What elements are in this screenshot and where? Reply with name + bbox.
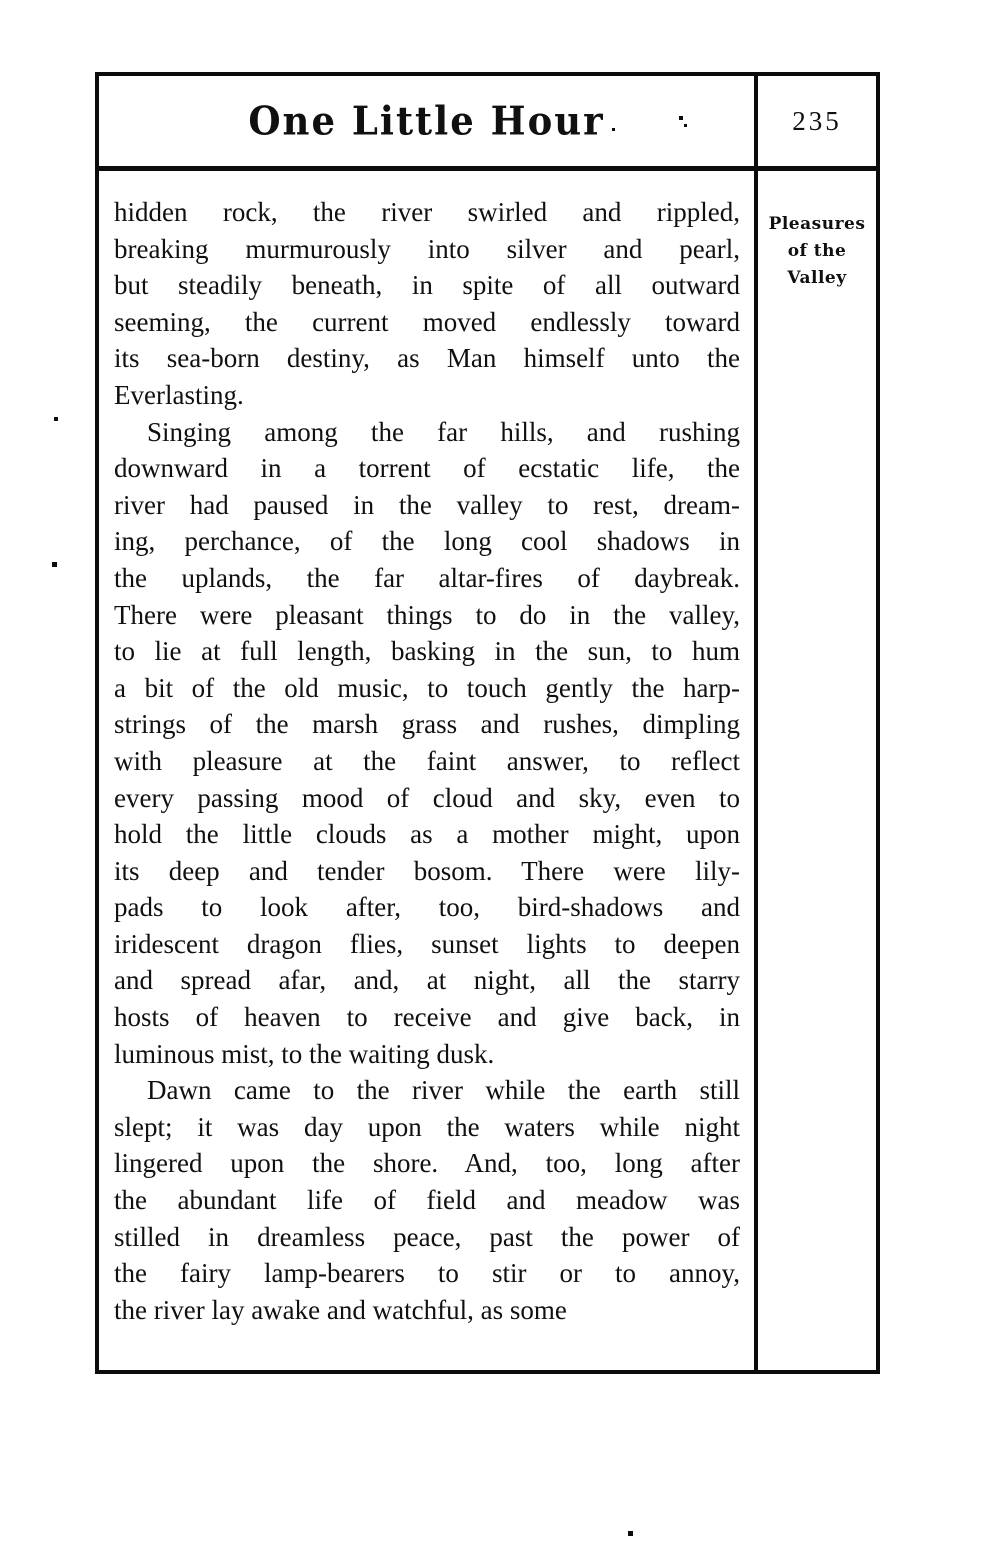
body-line: the abundant life of field and meadow was [114,1185,740,1216]
margin-note-line: of the [787,241,847,261]
scan-speck [54,417,58,421]
body-line: but steadily beneath, in spite of all outward [114,270,740,301]
body-line: ing, perchance, of the long cool shadows in [114,526,740,557]
body-line: its sea-born destiny, as Man himself unto the [114,343,740,374]
body-text [99,171,754,1328]
body-line: to lie at full length, basking in the sun, to hum [114,636,740,667]
body-line: lingered upon the shore. And, too, long after [114,1148,740,1179]
margin-note [758,211,876,292]
body-line: downward in a torrent of ecstatic life, the [114,453,740,484]
page-number: 235 [792,105,842,136]
body-line: and spread afar, and, at night, all the starry [114,965,740,996]
scan-speck [52,562,57,567]
body-line: stilled in dreamless peace, past the power of [114,1221,740,1252]
margin-column [754,76,876,1370]
body-line: seeming, the current moved endlessly toward [114,306,740,337]
page-title: One Little Hour [248,97,605,145]
margin-note-line: Valley [787,268,847,288]
body-line: iridescent dragon flies, sunset lights to deepen [114,928,740,959]
body-line: Singing among the far hills, and rushing [147,416,740,447]
body-line: river had paused in the valley to rest, dream- [114,489,740,520]
body-line: hidden rock, the river swirled and rippled, [114,197,740,227]
body-line: every passing mood of cloud and sky, even to [114,782,740,813]
page-number-cell [758,76,876,171]
body-line: a bit of the old music, to touch gently the harp- [114,672,740,703]
main-column [99,76,754,1370]
body-line: with pleasure at the faint answer, to reflect [114,745,740,776]
scan-speck [612,128,615,131]
body-line: strings of the marsh grass and rushes, dimpling [114,709,740,740]
body-line: its deep and tender bosom. There were lily- [114,855,740,886]
body-line: hold the little clouds as a mother might, upon [114,819,740,850]
body-line: luminous mist, to the waiting dusk. [114,1038,495,1069]
margin-note-line: Pleasures [768,214,866,234]
scan-speck [679,116,683,120]
scan-speck [684,124,687,127]
body-line: Everlasting. [114,379,244,410]
body-line: Dawn came to the river while the earth still [147,1075,740,1106]
body-line: slept; it was day upon the waters while night [114,1111,740,1142]
body-line: There were pleasant things to do in the valley, [114,599,740,630]
body-line: breaking murmurously into silver and pearl, [114,233,740,264]
scan-speck [628,1531,633,1536]
body-line: the fairy lamp-bearers to stir or to annoy, [114,1258,740,1289]
body-line: the river lay awake and watchful, as some [114,1294,567,1325]
running-head [99,76,754,171]
page-border-box [95,72,880,1374]
body-line: the uplands, the far altar-fires of daybreak. [114,562,740,593]
body-line: hosts of heaven to receive and give back, in [114,1002,740,1033]
body-line: pads to look after, too, bird-shadows and [114,892,740,923]
